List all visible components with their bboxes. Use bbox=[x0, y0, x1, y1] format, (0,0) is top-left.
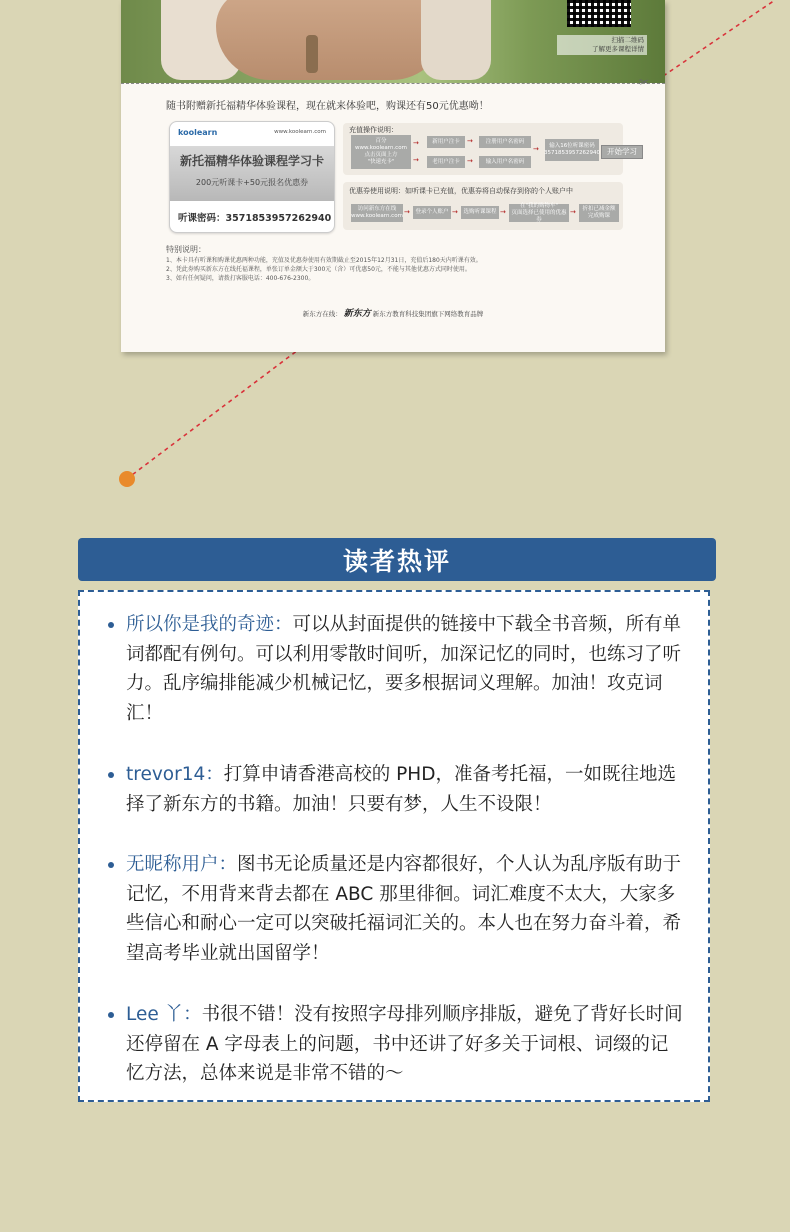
intro-text: 随书附赠新托福精华体验课程，现在就来体验吧，购课还有50元优惠呦！ bbox=[166, 101, 489, 112]
step-new-user: 新用户注卡 bbox=[427, 136, 465, 148]
cover-photo bbox=[121, 0, 665, 83]
bullet-icon bbox=[108, 622, 114, 628]
cut-line bbox=[121, 83, 665, 84]
step-enter-code: 输入16位听课密码 3571853957262940 bbox=[545, 139, 599, 161]
reviewer-name: 无昵称用户： bbox=[126, 854, 238, 875]
coupon-subtitle: 200元听课卡+50元报名优惠券 bbox=[195, 178, 309, 187]
voucher-step-5: 折扣已减金额 完成购课 bbox=[579, 204, 619, 222]
recharge-panel: 充值操作说明： 百分 www.koolearn.com 点击页面上方 "快速充卡" → → 新用户注卡 老用户注卡 → → 注册用户名密码 输入用户名密码 → 输入16位听课密码 3571853957262940 开始学习 bbox=[343, 123, 623, 175]
step-visit: 百分 www.koolearn.com 点击页面上方 "快速充卡" bbox=[351, 135, 411, 169]
review-text: 书很不错！没有按照字母排列顺序排版，避免了背好长时间还停留在 A 字母表上的问题，书中还讲了好多关于词根、词缀的记忆方法，总体来说是非常不错的～ bbox=[126, 1004, 683, 1085]
section-title: 读者热评 bbox=[342, 546, 451, 576]
recharge-title: 充值操作说明： bbox=[349, 126, 398, 134]
review-text: 可以从封面提供的链接中下载全书音频，所有单词都配有例句。可以利用零散时间听，加深记忆的同时，也练习了听力。乱序编排能减少机械记忆，要多根据词义理解。加油！攻克词汇！ bbox=[126, 614, 682, 724]
qr-code-icon[interactable] bbox=[567, 0, 631, 27]
reviews-box bbox=[78, 590, 710, 1102]
start-learning-button[interactable]: 开始学习 bbox=[601, 145, 643, 159]
xdf-logo: 新东方 bbox=[343, 309, 371, 319]
review-item bbox=[126, 610, 686, 728]
review-item bbox=[126, 1000, 686, 1089]
coupon-title: 新托福精华体验课程学习卡 bbox=[179, 154, 324, 168]
reviews-section-header bbox=[78, 538, 716, 581]
review-item bbox=[126, 760, 686, 819]
note-line: 2、凭此券购买新东方在线托福课程，单张订单金额大于300元（含）可优惠50元，不能与其他优惠方式同时使用。 bbox=[166, 266, 471, 273]
koolearn-logo: koolearn bbox=[178, 128, 218, 137]
bullet-icon bbox=[108, 862, 114, 868]
review-text: 图书无论质量还是内容都很好，个人认为乱序版有助于记忆，不用背来背去都在 ABC 那里徘徊。词汇难度不太大，大家多些信心和耐心一定可以突破托福词汇关的。本人也在努力奋斗着，希望高考毕业就出国留学！ bbox=[126, 854, 682, 964]
step-old-user: 老用户注卡 bbox=[427, 156, 465, 168]
study-card-coupon bbox=[169, 121, 335, 233]
voucher-step-2: 登录个人账户 bbox=[413, 206, 451, 219]
course-card-page bbox=[121, 0, 665, 352]
special-notes: 特别说明： 1、本卡具有听课和购课优惠两种功能，充值及优惠券使用有效期截止至2015年12月31日，充值后180天内听课有效。 2、凭此券购买新东方在线托福课程，单张订单金额大于300元（含）可优惠50元，不能与其他优惠方式同时使用。 3、如有任何疑问，请拨打客服电话：400-676-2300。 bbox=[166, 245, 482, 282]
review-text: 打算申请香港高校的 PHD，准备考托福，一如既往地选择了新东方的书籍。加油！只要有梦，人生不设限！ bbox=[126, 764, 676, 815]
qr-caption: 扫描二维码 了解更多课程详情 bbox=[557, 35, 647, 55]
coupon-site: www.koolearn.com bbox=[274, 129, 326, 135]
scissors-icon: ✂ bbox=[639, 75, 650, 89]
note-line: 3、如有任何疑问，请拨打客服电话：400-676-2300。 bbox=[166, 275, 315, 282]
step-register: 注册用户名密码 bbox=[479, 136, 531, 148]
note-line: 1、本卡具有听课和购课优惠两种功能，充值及优惠券使用有效期截止至2015年12月31日，充值后180天内听课有效。 bbox=[166, 257, 482, 264]
voucher-step-3: 选购听课课程 bbox=[461, 206, 499, 219]
reviewer-name: trevor14： bbox=[126, 764, 224, 785]
step-login: 输入用户名密码 bbox=[479, 156, 531, 168]
reviewer-name: 所以你是我的奇迹： bbox=[126, 614, 293, 635]
voucher-step-4: 在"我的购物车" 页面选择已使用的优惠券 bbox=[509, 204, 569, 222]
coupon-password: 听课密码：3571853957262940 bbox=[178, 213, 332, 224]
voucher-panel: 优惠券使用说明：如听课卡已充值，优惠券将自动保存到你的个人账户中 访问新东方在线 www.koolearn.com → 登录个人账户 → 选购听课课程 → 在"我的购物车" 页面选择已使用的优惠券 → 折扣已减金额 完成购课 bbox=[343, 182, 623, 230]
review-item bbox=[126, 850, 686, 968]
orange-dot bbox=[119, 471, 135, 487]
voucher-title: 优惠券使用说明：如听课卡已充值，优惠券将自动保存到你的个人账户中 bbox=[349, 187, 573, 195]
voucher-step-1: 访问新东方在线 www.koolearn.com bbox=[351, 204, 403, 222]
card-footer: 新东方在线： 新东方 新东方教育科技集团旗下网络教育品牌 bbox=[302, 309, 484, 319]
bullet-icon bbox=[108, 1012, 114, 1018]
reviewer-name: Lee 丫： bbox=[126, 1004, 202, 1025]
bullet-icon bbox=[108, 772, 114, 778]
